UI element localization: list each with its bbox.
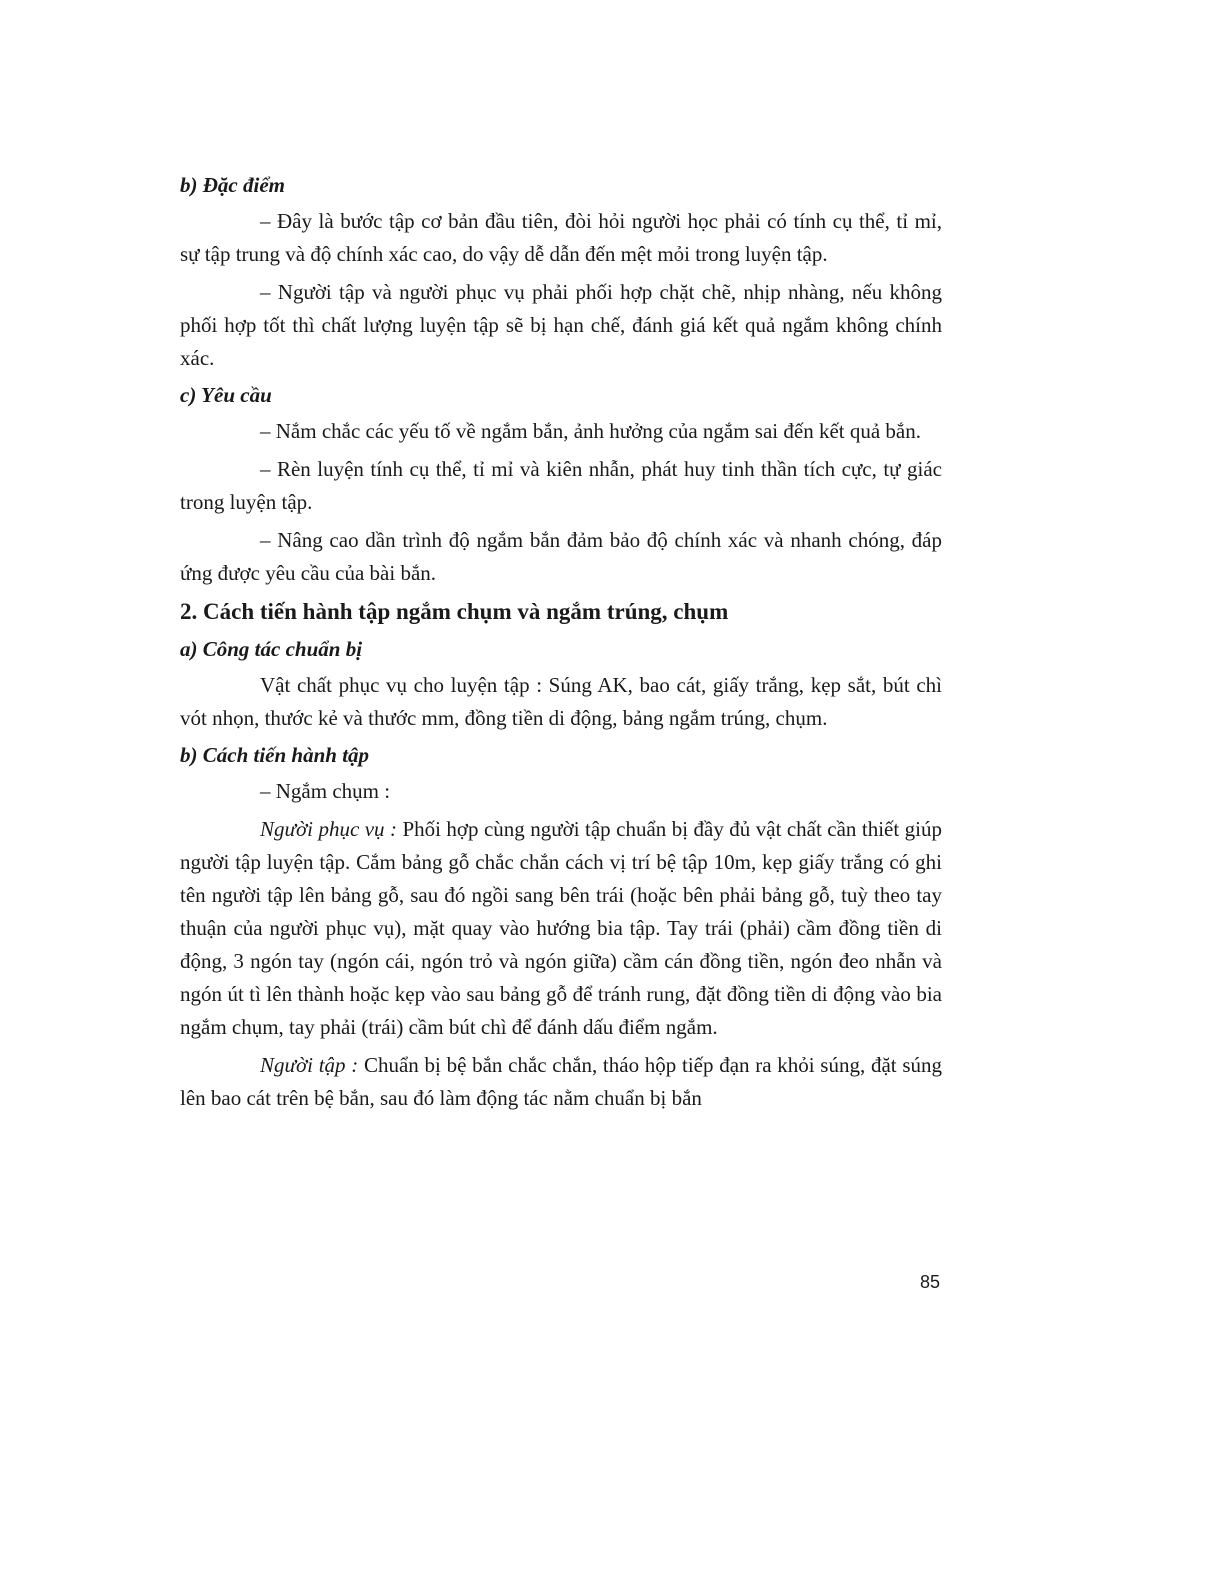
heading-c-yeu-cau: c) Yêu cầu <box>180 383 272 407</box>
heading-b-dac-diem: b) Đặc điểm <box>180 173 285 197</box>
paragraph-yeu-cau-2: – Rèn luyện tính cụ thể, tỉ mỉ và kiên nhẫn, phát huy tinh thần tích cực, tự giác trong luyện tập. <box>180 457 942 514</box>
lead-nguoi-phuc-vu: Người phục vụ : <box>260 817 397 841</box>
section-heading-2: 2. Cách tiến hành tập ngắm chụm và ngắm trúng, chụm <box>180 599 729 624</box>
page-number: 85 <box>919 1272 940 1292</box>
body-nguoi-phuc-vu: Phối hợp cùng người tập chuẩn bị đầy đủ vật chất cần thiết giúp người tập luyện tập. Cắm bảng gỗ chắc chắn cách vị trí bệ tập 10m, kẹp giấy trắng có ghi tên người tập lên bảng gỗ, sau đó ngồi sang bên trái (hoặc bên phải bảng gỗ, tuỳ theo tay thuận của người phục vụ), mặt quay vào hướng bia tập. Tay trái (phải) cầm đồng tiền di động, 3 ngón tay (ngón cái, ngón trỏ và ngón giữa) cầm cán đồng tiền, ngón đeo nhẫn và ngón út tì lên thành hoặc kẹp vào sau bảng gỗ để tránh rung, đặt đồng tiền di động vào bia ngắm chụm, tay phải (trái) cầm bút chì để đánh dấu điểm ngắm. <box>180 817 942 1039</box>
heading-b-cach-tien-hanh-tap: b) Cách tiến hành tập <box>180 743 370 767</box>
paragraph-dac-diem-2: – Người tập và người phục vụ phải phối hợp chặt chẽ, nhịp nhàng, nếu không phối hợp tốt thì chất lượng luyện tập sẽ bị hạn chế, đánh giá kết quả ngắm không chính xác. <box>180 280 942 370</box>
paragraph-vat-chat: Vật chất phục vụ cho luyện tập : Súng AK, bao cát, giấy trắng, kẹp sắt, bút chì vót nhọn, thước kẻ và thước mm, đồng tiền di động, bảng ngắm trúng, chụm. <box>180 673 942 730</box>
paragraph-nguoi-phuc-vu <box>180 813 942 1044</box>
paragraph-yeu-cau-3: – Nâng cao dần trình độ ngắm bắn đảm bảo độ chính xác và nhanh chóng, đáp ứng được yêu cầu của bài bắn. <box>180 528 942 585</box>
body-nguoi-tap: Chuẩn bị bệ bắn chắc chắn, tháo hộp tiếp đạn ra khỏi súng, đặt súng lên bao cát trên bệ bắn, sau đó làm động tác nằm chuẩn bị bắn <box>180 1053 942 1110</box>
page-content <box>180 170 942 1120</box>
lead-nguoi-tap: Người tập : <box>260 1053 359 1077</box>
paragraph-nguoi-tap <box>180 1049 942 1115</box>
paragraph-yeu-cau-1: – Nắm chắc các yếu tố về ngắm bắn, ảnh hưởng của ngắm sai đến kết quả bắn. <box>260 419 921 443</box>
heading-a-cong-tac-chuan-bi: a) Công tác chuẩn bị <box>180 637 363 661</box>
paragraph-dac-diem-1: – Đây là bước tập cơ bản đầu tiên, đòi hỏi người học phải có tính cụ thể, tỉ mỉ, sự tập trung và độ chính xác cao, do vậy dễ dẫn đến mệt mỏi trong luyện tập. <box>180 209 942 266</box>
paragraph-ngam-chum: – Ngắm chụm : <box>260 779 391 803</box>
